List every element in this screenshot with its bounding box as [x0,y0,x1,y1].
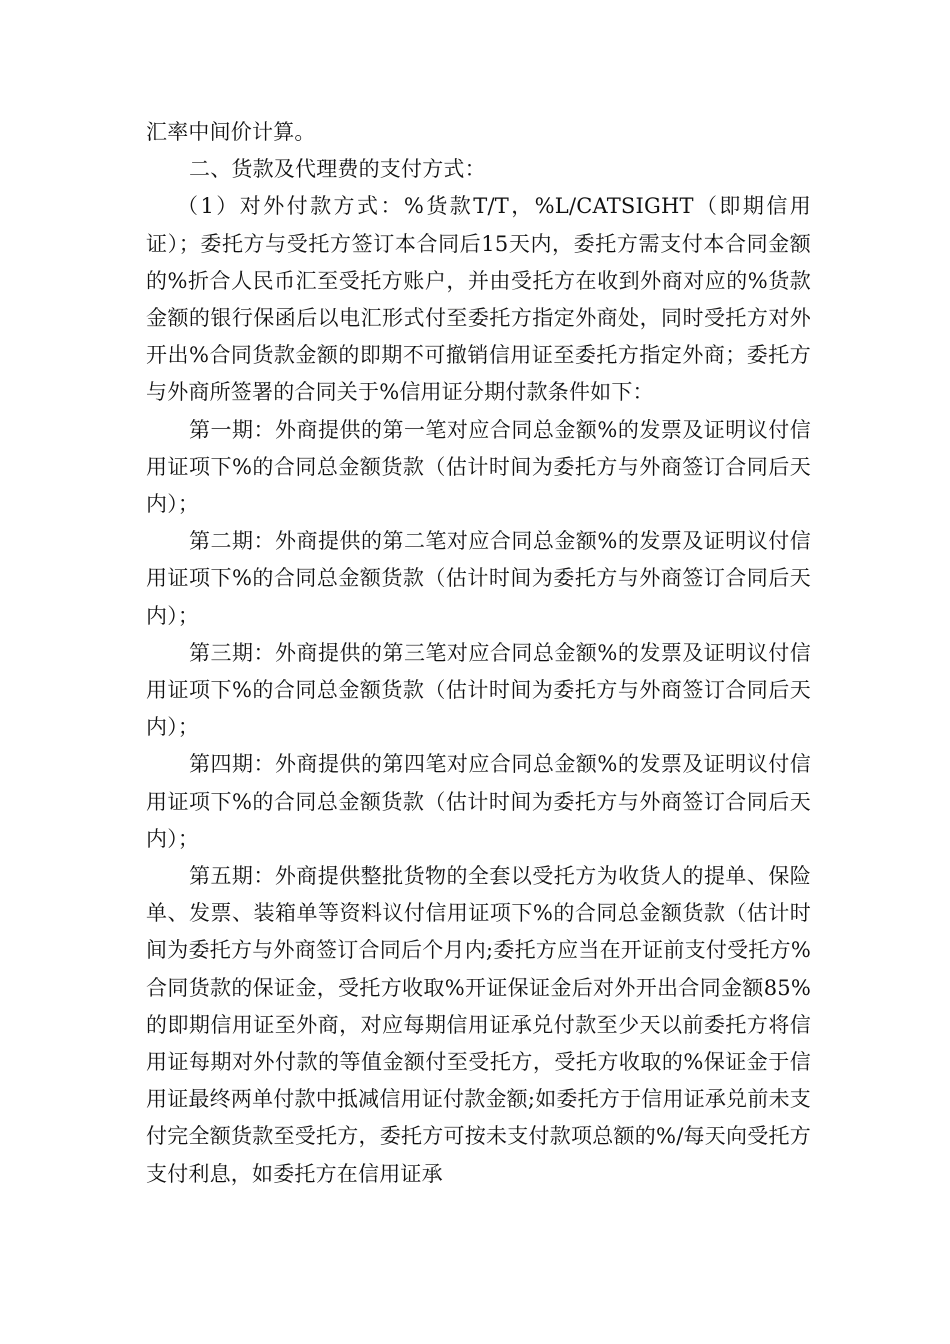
paragraph-installment-2: 第二期：外商提供的第二笔对应合同总金额%的发票及证明议付信用证项下%的合同总金额货款（估计时间为委托方与外商签订合同后天内）； [146,529,811,628]
paragraph-continuation: 汇率中间价计算。 [146,120,316,144]
document-body [146,114,811,1193]
paragraph-installment-1: 第一期：外商提供的第一笔对应合同总金额%的发票及证明议付信用证项下%的合同总金额货款（估计时间为委托方与外商签订合同后天内）； [146,417,811,517]
paragraph-installment-5: 第五期：外商提供整批货物的全套以受托方为收货人的提单、保险单、发票、装箱单等资料议付信用证项下%的合同总金额货款（估计时间为委托方与外商签订合同后个月内;委托方应当在开证前支付受托方%合同货款的保证金，受托方收取%开证保证金后对外开出合同金额85%的即期信用证至外商，对应每期信用证承兑付款至少天以前委托方将信用证每期对外付款的等值金额付至受托方，受托方收取的%保证金于信用证最终两单付款中抵减信用证付款金额;如委托方于信用证承兑前未支付完全额货款至受托方，委托方可按未支付款项总额的%/每天向受托方支付利息，如委托方在信用证承 [146,864,811,1186]
paragraph-installment-4: 第四期：外商提供的第四笔对应合同总金额%的发票及证明议付信用证项下%的合同总金额货款（估计时间为委托方与外商签订合同后天内）； [146,752,811,851]
paragraph-installment-3: 第三期：外商提供的第三笔对应合同总金额%的发票及证明议付信用证项下%的合同总金额货款（估计时间为委托方与外商签订合同后天内）； [146,640,811,740]
section-heading: 二、货款及代理费的支付方式： [189,157,486,182]
paragraph-payment-method: （1）对外付款方式：%货款T/T，%L/CATSIGHT（即期信用证）；委托方与受托方签订本合同后15天内，委托方需支付本合同金额的%折合人民币汇至受托方账户，并由受托方在收到外商对应的%货款金额的银行保函后以电汇形式付至委托方指定外商处，同时受托方对外开出%合同货款金额的即期不可撤销信用证至委托方指定外商；委托方与外商所签署的合同关于%信用证分期付款条件如下： [146,194,811,405]
